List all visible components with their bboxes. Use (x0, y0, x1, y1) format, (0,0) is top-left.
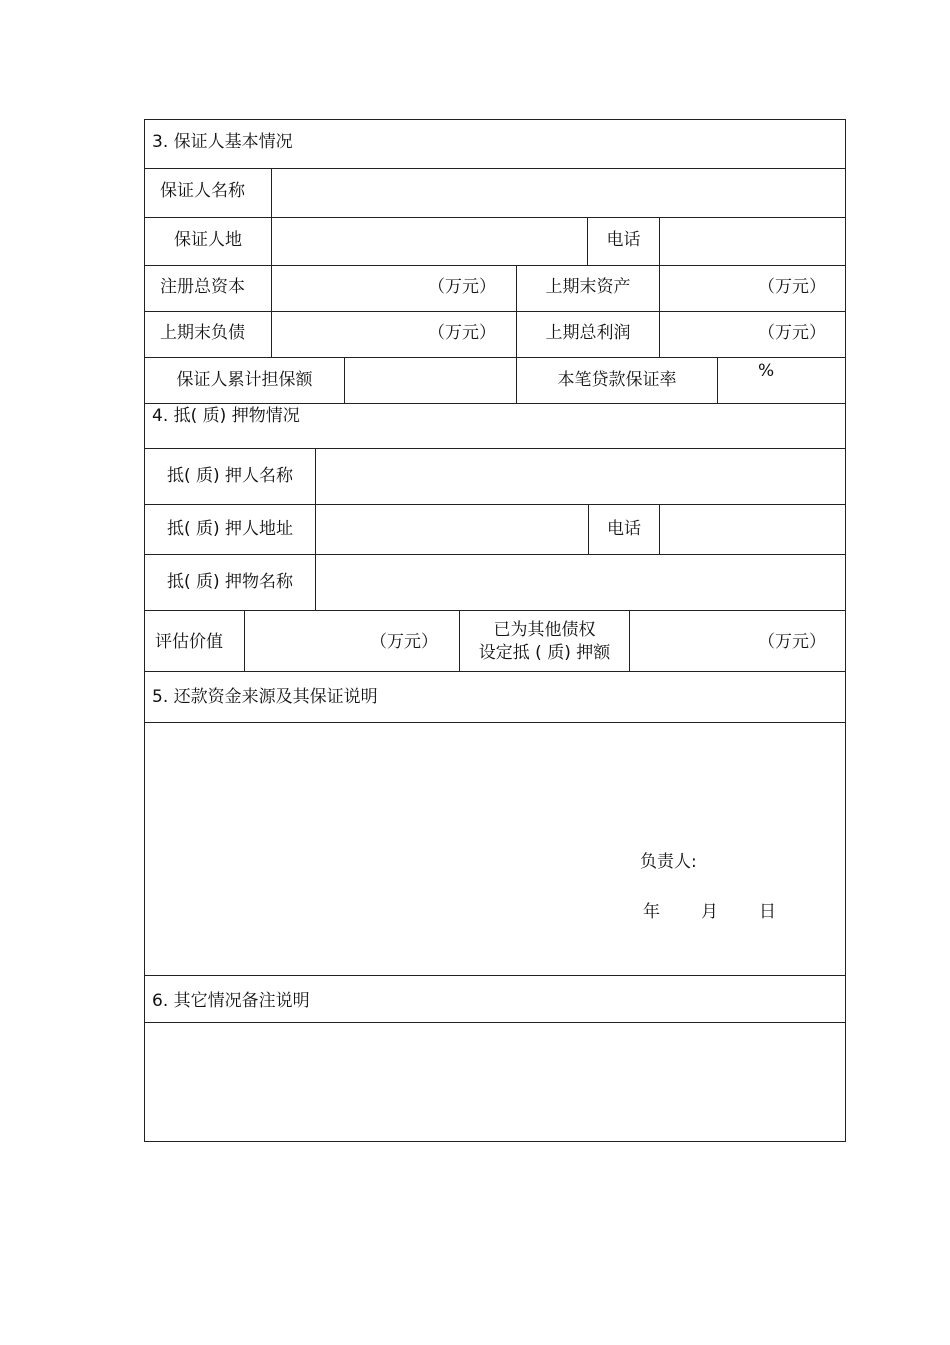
prior-profit-label: 上期总利润 (545, 323, 631, 343)
collateral-item-field[interactable] (316, 555, 844, 610)
section-title-repayment: 5. 还款资金来源及其保证说明 (152, 687, 378, 707)
day-label: 日 (759, 902, 776, 922)
prior-assets-label: 上期末资产 (545, 277, 631, 297)
row-divider (144, 975, 845, 976)
unit-label: （万元） (428, 277, 496, 297)
month-label: 月 (701, 902, 718, 922)
section-title-guarantor: 3. 保证人基本情况 (152, 132, 293, 152)
guarantor-phone-field[interactable] (660, 218, 844, 265)
pledgor-phone-field[interactable] (660, 505, 844, 554)
row-divider (144, 671, 845, 672)
unit-label: （万元） (758, 277, 826, 297)
unit-label: （万元） (758, 323, 826, 343)
other-creditors-label-line2: 设定抵 ( 质) 押额 (478, 643, 611, 663)
percent-sign: % (758, 361, 775, 381)
unit-label: （万元） (758, 632, 826, 652)
pledgor-address-label: 抵( 质) 押人地址 (166, 519, 294, 539)
unit-label: （万元） (370, 632, 438, 652)
loan-guarantee-rate-label: 本笔贷款保证率 (557, 370, 677, 390)
pledgor-name-field[interactable] (316, 449, 844, 504)
registered-capital-label: 注册总资本 (160, 277, 245, 297)
other-creditors-label-line1: 已为其他债权 (493, 620, 596, 640)
loan-guarantee-rate-field[interactable] (718, 358, 844, 403)
guarantor-name-field[interactable] (272, 169, 844, 217)
guarantor-name-label: 保证人名称 (160, 181, 245, 201)
collateral-item-label: 抵( 质) 押物名称 (166, 572, 294, 592)
assessed-value-label: 评估价值 (155, 632, 223, 652)
guarantor-phone-label: 电话 (606, 230, 641, 250)
section-title-remarks: 6. 其它情况备注说明 (152, 991, 310, 1011)
guarantor-address-field[interactable] (272, 218, 587, 265)
cumulative-guarantee-label: 保证人累计担保额 (176, 370, 313, 390)
cumulative-guarantee-field[interactable] (345, 358, 516, 403)
prior-liabilities-label: 上期末负债 (160, 323, 245, 343)
repayment-notes-field[interactable] (145, 723, 844, 975)
section-title-collateral: 4. 抵( 质) 押物情况 (152, 406, 300, 426)
pledgor-address-field[interactable] (316, 505, 588, 554)
unit-label: （万元） (428, 323, 496, 343)
pledgor-name-label: 抵( 质) 押人名称 (166, 466, 294, 486)
pledgor-phone-label: 电话 (607, 519, 641, 539)
row-divider (144, 403, 845, 404)
remarks-field[interactable] (145, 1023, 844, 1140)
signer-label: 负责人: (640, 852, 697, 872)
year-label: 年 (643, 902, 660, 922)
guarantor-address-label: 保证人地 (174, 230, 242, 250)
